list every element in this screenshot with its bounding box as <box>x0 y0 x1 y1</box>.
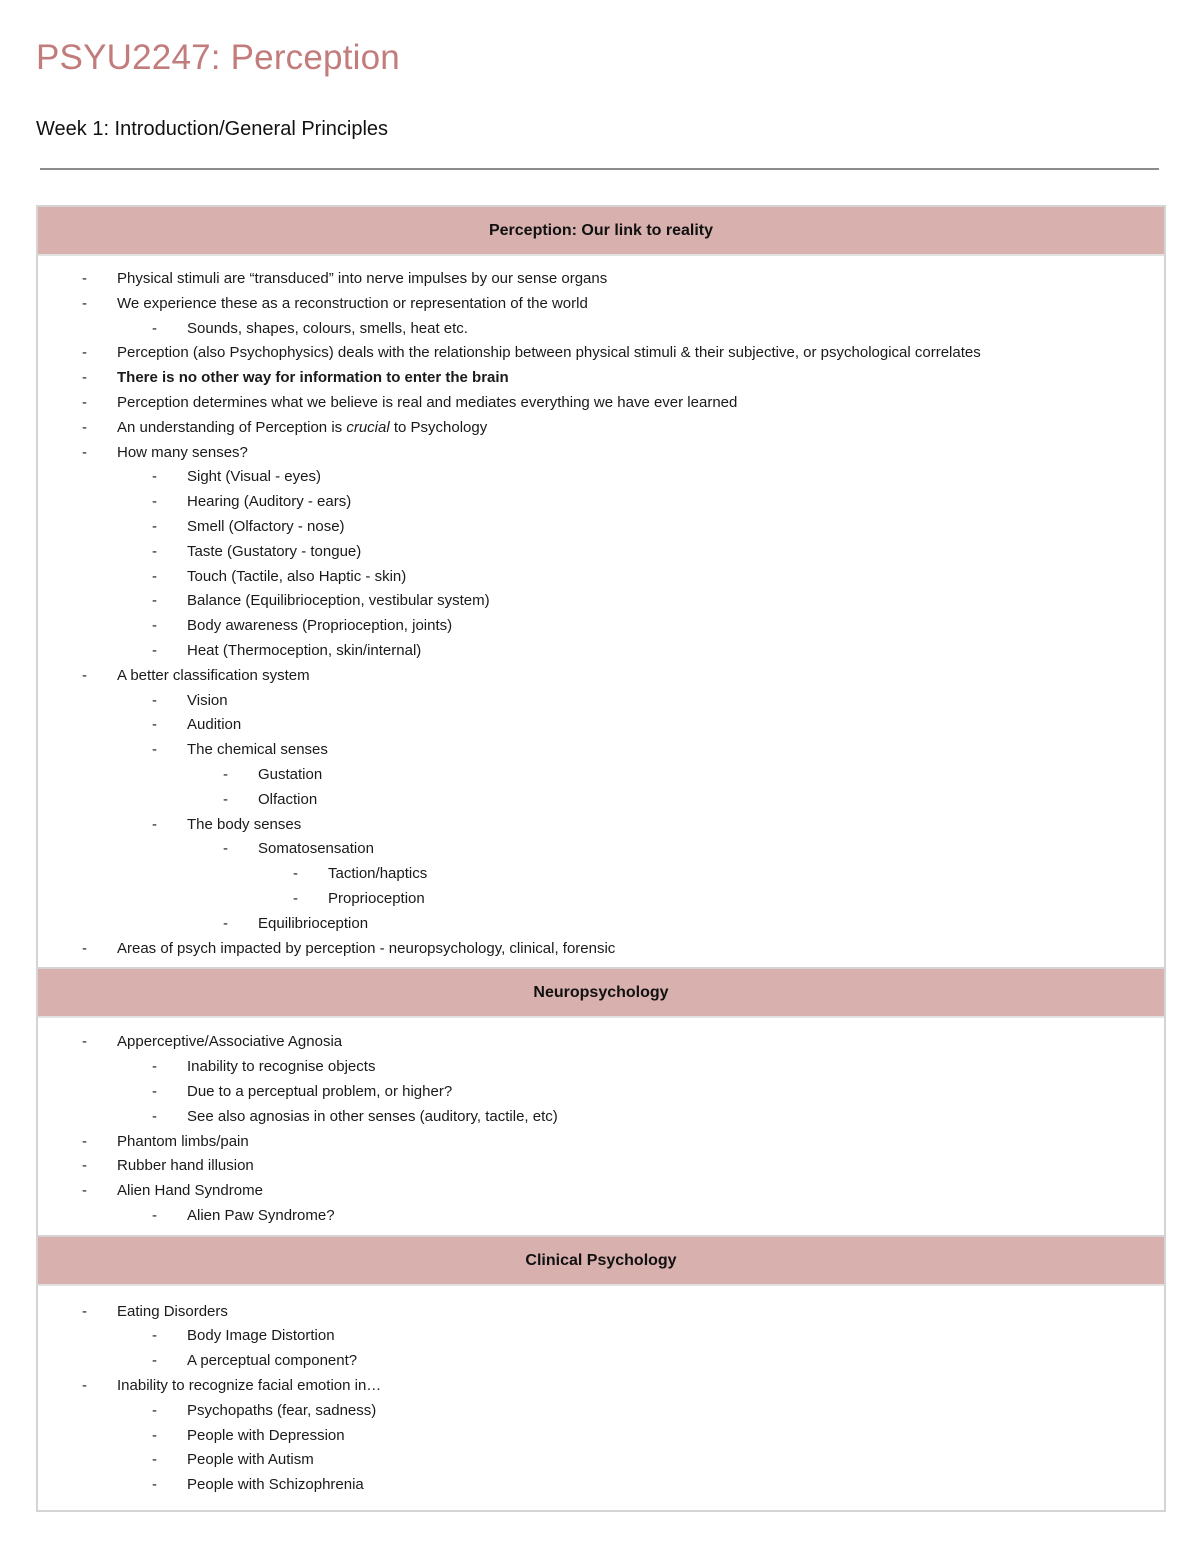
list-item-text: Touch (Tactile, also Haptic - skin) <box>187 567 407 585</box>
list-item <box>38 341 1164 366</box>
list-item <box>38 1154 1164 1179</box>
list-item <box>38 887 1164 912</box>
list-item <box>38 515 1164 540</box>
list-item <box>38 1349 1164 1374</box>
section-clinical-psychology <box>38 1237 1164 1510</box>
list-item-text: Olfaction <box>258 790 318 808</box>
document-subtitle: Week 1: Introduction/General Principles <box>36 118 389 140</box>
bullet-dash: - <box>223 765 228 783</box>
bullet-dash: - <box>152 319 157 337</box>
bullet-dash: - <box>82 369 87 387</box>
list-item-text: Psychopaths (fear, sadness) <box>187 1401 377 1419</box>
list-item <box>38 912 1164 937</box>
bullet-dash: - <box>152 617 157 635</box>
list-item-text: See also agnosias in other senses (auditory, tactile, etc) <box>187 1107 558 1125</box>
list-item-text: Apperceptive/Associative Agnosia <box>117 1033 343 1051</box>
list-item <box>38 639 1164 664</box>
list-item <box>38 391 1164 416</box>
bullet-dash: - <box>152 1107 157 1125</box>
list-item <box>38 366 1164 391</box>
list-item-text: Balance (Equilibrioception, vestibular system) <box>187 592 490 610</box>
list-item-text: Proprioception <box>328 889 425 907</box>
list-item-text: Body awareness (Proprioception, joints) <box>187 617 453 635</box>
list-item-text: A better classification system <box>117 666 310 684</box>
bullet-dash: - <box>152 815 157 833</box>
list-item <box>38 565 1164 590</box>
bullet-dash: - <box>82 418 87 436</box>
list-item <box>38 788 1164 813</box>
bullet-dash: - <box>82 270 87 287</box>
list-item-text: Physical stimuli are “transduced” into nerve impulses by our sense organs <box>117 270 608 287</box>
list-item <box>38 937 1164 962</box>
bullet-dash: - <box>293 889 298 907</box>
list-item <box>38 416 1164 441</box>
bullet-dash: - <box>152 1401 157 1419</box>
list-item-text: How many senses? <box>117 443 248 461</box>
list-item-text: Taction/haptics <box>328 865 428 883</box>
section-header: Neuropsychology <box>38 969 1164 1018</box>
bullet-dash: - <box>152 641 157 659</box>
list-item-text: Perception (also Psychophysics) deals with the relationship between physical stimuli & their subjective, or psychological correlates <box>117 344 981 362</box>
list-item-text: Sight (Visual - eyes) <box>187 468 321 486</box>
list-item-text: The chemical senses <box>187 741 328 759</box>
list-item <box>38 1179 1164 1204</box>
list-item <box>38 540 1164 565</box>
bullet-dash: - <box>82 344 87 362</box>
bullet-dash: - <box>152 716 157 734</box>
list-item <box>38 292 1164 317</box>
list-item <box>38 1324 1164 1349</box>
bullet-dash: - <box>152 493 157 511</box>
emphasis-text: crucial <box>346 418 390 436</box>
list-item-text: Inability to recognize facial emotion in… <box>117 1377 382 1395</box>
bullet-dash: - <box>152 567 157 585</box>
list-item <box>38 837 1164 862</box>
list-item <box>38 664 1164 689</box>
section-perception <box>38 207 1164 969</box>
bullet-dash: - <box>82 1157 87 1175</box>
list-item-text: Somatosensation <box>258 840 374 858</box>
bullet-dash: - <box>152 1082 157 1100</box>
section-header: Perception: Our link to reality <box>38 207 1164 256</box>
list-item <box>38 1030 1164 1055</box>
list-item <box>38 1300 1164 1325</box>
bullet-dash: - <box>82 939 87 957</box>
bullet-dash: - <box>293 865 298 883</box>
list-item-text: Areas of psych impacted by perception - neuropsychology, clinical, forensic <box>117 939 616 957</box>
list-item <box>38 1374 1164 1399</box>
list-item-text: Taste (Gustatory - tongue) <box>187 542 362 560</box>
list-item-text: Equilibrioception <box>258 914 369 932</box>
list-item-text: We experience these as a reconstruction or representation of the world <box>117 294 588 312</box>
list-item <box>38 614 1164 639</box>
list-item-text: Rubber hand illusion <box>117 1157 254 1175</box>
bullet-dash: - <box>82 666 87 684</box>
bullet-dash: - <box>152 542 157 560</box>
section-header: Clinical Psychology <box>38 1237 1164 1286</box>
bullet-dash: - <box>152 1327 157 1345</box>
list-item <box>38 1055 1164 1080</box>
section-body <box>38 1286 1164 1510</box>
bullet-dash: - <box>152 741 157 759</box>
list-item <box>38 763 1164 788</box>
bullet-dash: - <box>152 468 157 486</box>
list-item-text: Audition <box>187 716 242 734</box>
bullet-dash: - <box>223 914 228 932</box>
bullet-dash: - <box>152 1426 157 1444</box>
list-item <box>38 490 1164 515</box>
list-item-text: Hearing (Auditory - ears) <box>187 493 352 511</box>
bullet-dash: - <box>152 691 157 709</box>
list-item <box>38 738 1164 763</box>
list-item-text: People with Autism <box>187 1451 314 1469</box>
list-item-text: Sounds, shapes, colours, smells, heat etc. <box>187 319 468 337</box>
list-item <box>38 1080 1164 1105</box>
list-item-text: People with Depression <box>187 1426 345 1444</box>
list-item <box>38 465 1164 490</box>
list-item-text: Gustation <box>258 765 323 783</box>
list-item-text: Body Image Distortion <box>187 1327 335 1345</box>
list-item <box>38 589 1164 614</box>
list-item-text: Phantom limbs/pain <box>117 1132 249 1150</box>
bullet-dash: - <box>82 443 87 461</box>
list-item-text-bold: There is no other way for information to enter the brain <box>117 369 509 387</box>
list-item <box>38 441 1164 466</box>
list-item-text: The body senses <box>187 815 302 833</box>
section-body <box>38 1018 1164 1236</box>
bullet-dash: - <box>152 1451 157 1469</box>
list-item <box>38 317 1164 342</box>
list-item <box>38 689 1164 714</box>
section-neuropsychology <box>38 969 1164 1236</box>
notes-table <box>36 205 1166 1512</box>
list-item <box>38 267 1164 292</box>
section-body <box>38 256 1164 969</box>
document-title: PSYU2247: Perception <box>36 38 400 77</box>
bullet-dash: - <box>82 1182 87 1200</box>
bullet-dash: - <box>152 1058 157 1076</box>
list-item-text: People with Schizophrenia <box>187 1476 364 1494</box>
list-item <box>38 1204 1164 1229</box>
text-run: An understanding of Perception is <box>117 418 347 436</box>
list-item <box>38 1130 1164 1155</box>
list-item-text: Perception determines what we believe is real and mediates everything we have ever learned <box>117 393 738 411</box>
bullet-dash: - <box>152 1206 157 1224</box>
list-item-text: A perceptual component? <box>187 1352 358 1370</box>
list-item <box>38 1105 1164 1130</box>
bullet-dash: - <box>223 790 228 808</box>
list-item-text: Heat (Thermoception, skin/internal) <box>187 641 422 659</box>
list-item-text: Inability to recognise objects <box>187 1058 376 1076</box>
bullet-dash: - <box>82 1377 87 1395</box>
list-item <box>38 1399 1164 1424</box>
list-item-text <box>117 416 487 441</box>
bullet-dash: - <box>152 592 157 610</box>
bullet-dash: - <box>152 517 157 535</box>
text-run: to Psychology <box>389 418 488 436</box>
list-item-text: Vision <box>187 691 228 709</box>
list-item-text: Smell (Olfactory - nose) <box>187 517 345 535</box>
bullet-dash: - <box>152 1352 157 1370</box>
list-item-text: Alien Hand Syndrome <box>117 1182 263 1200</box>
list-item <box>38 1473 1164 1498</box>
bullet-dash: - <box>82 1132 87 1150</box>
list-item <box>38 862 1164 887</box>
list-item <box>38 813 1164 838</box>
list-item-text: Alien Paw Syndrome? <box>187 1206 335 1224</box>
list-item <box>38 1448 1164 1473</box>
bullet-dash: - <box>223 840 228 858</box>
bullet-dash: - <box>82 393 87 411</box>
bullet-dash: - <box>152 1476 157 1494</box>
title-divider <box>40 168 1159 170</box>
list-item <box>38 1424 1164 1449</box>
list-item-text: Due to a perceptual problem, or higher? <box>187 1082 453 1100</box>
bullet-dash: - <box>82 1033 87 1051</box>
list-item <box>38 713 1164 738</box>
bullet-dash: - <box>82 294 87 312</box>
bullet-dash: - <box>82 1302 87 1320</box>
list-item-text: Eating Disorders <box>117 1302 228 1320</box>
